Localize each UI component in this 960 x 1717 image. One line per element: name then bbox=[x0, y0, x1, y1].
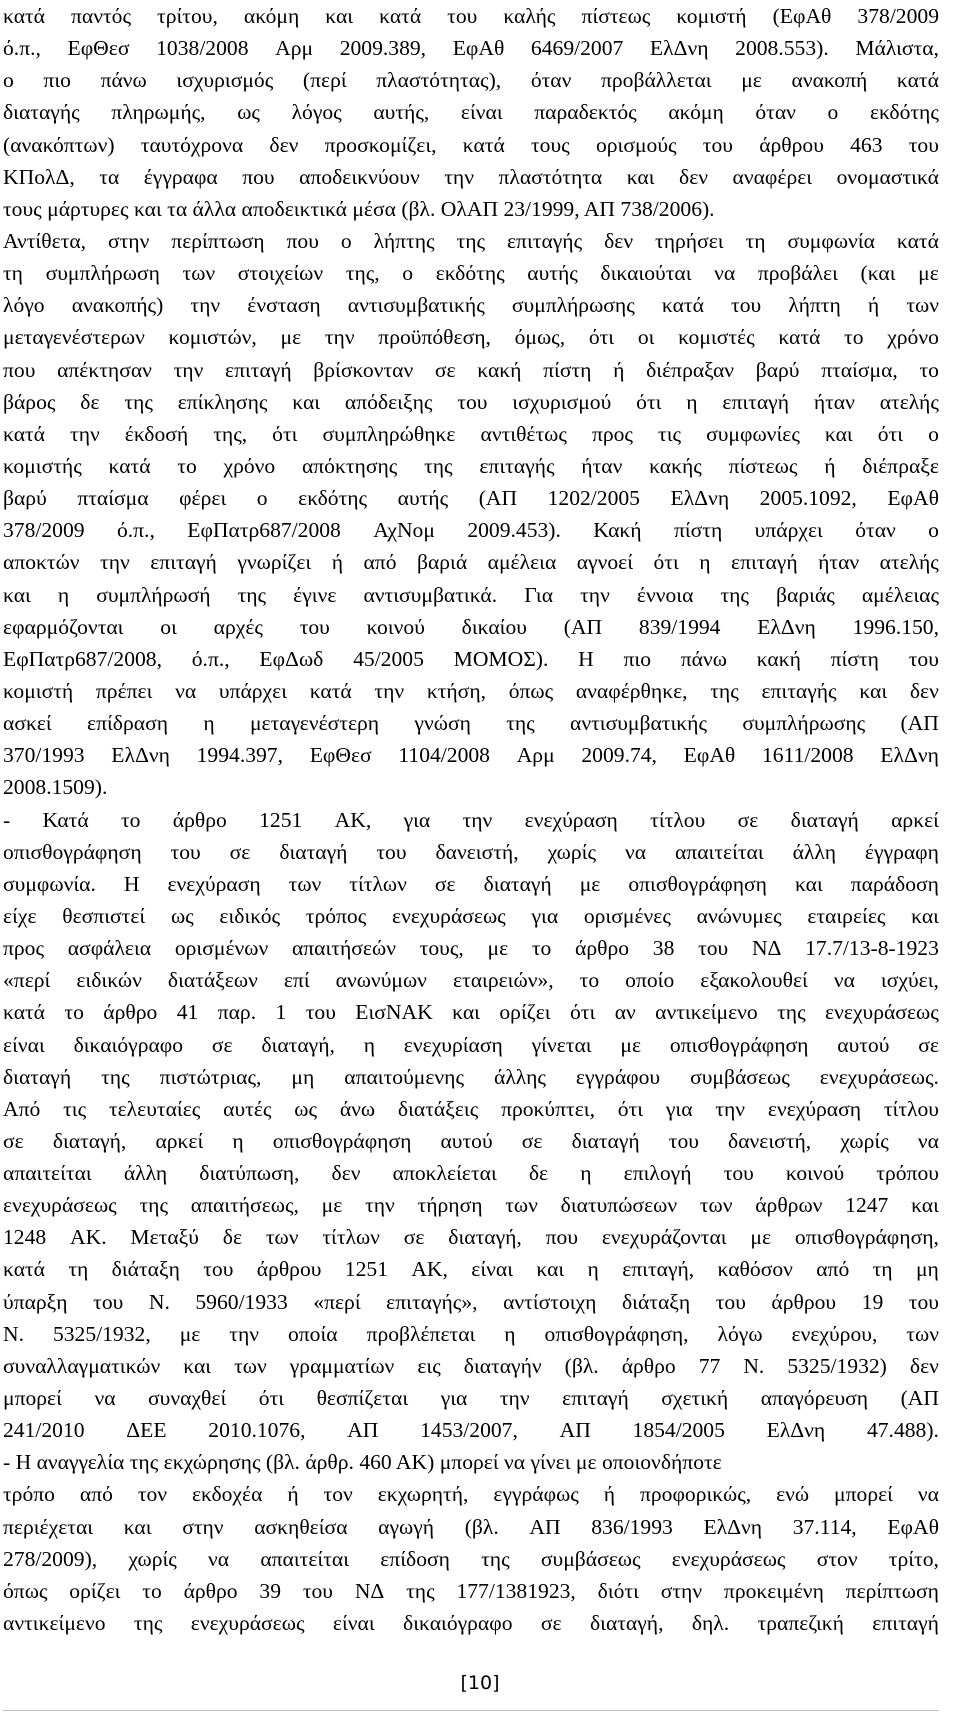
text-line: μεταγενέστερων κομιστών, με την προϋπόθεση, όμως, ότι οι κομιστές κατά το χρόνο bbox=[3, 325, 939, 350]
text-line: κατά την έκδοσή της, ότι συμπληρώθηκε αντιθέτως προς τις συμφωνίες και ότι ο bbox=[3, 421, 939, 446]
text-line: 241/2010 ΔΕΕ 2010.1076, ΑΠ 1453/2007, ΑΠ 1854/2005 ΕλΔνη 47.488). bbox=[3, 1418, 939, 1443]
text-line: τρόπο από τον εκδοχέα ή τον εκχωρητή, εγγράφως ή προφορικώς, ενώ μπορεί να bbox=[3, 1482, 939, 1507]
text-line: λόγο ανακοπής) την ένσταση αντισυμβατικής συμπλήρωσης κατά του λήπτη ή των bbox=[3, 293, 939, 318]
text-line: αντικείμενο της ενεχυράσεως είναι δικαιόγραφο σε διαταγή, δηλ. τραπεζική επιταγή bbox=[3, 1611, 939, 1636]
text-line: Αντίθετα, στην περίπτωση που ο λήπτης της επιταγής δεν τηρήσει τη συμφωνία κατά bbox=[3, 228, 939, 253]
text-line: Από τις τελευταίες αυτές ως άνω διατάξεις προκύπτει, ότι για την ενεχύραση τίτλου bbox=[3, 1096, 939, 1121]
text-line: σε διαταγή, αρκεί η οπισθογράφηση αυτού σε διαταγή του δανειστή, χωρίς να bbox=[3, 1128, 939, 1153]
text-line: βάρος δε της επίκλησης και απόδειξης του ισχυρισμού ότι η επιταγή ήταν ατελής bbox=[3, 389, 939, 414]
text-line: κατά παντός τρίτου, ακόμη και κατά του καλής πίστεως κομιστή (ΕφΑθ 378/2009 bbox=[3, 4, 939, 28]
text-line: όπως ορίζει το άρθρο 39 του ΝΔ της 177/1381923, διότι στην προκειμένη περίπτωση bbox=[3, 1578, 939, 1603]
text-line: διαταγή της πιστώτριας, μη απαιτούμενης άλλης εγγράφου συμβάσεως ενεχυράσεως. bbox=[3, 1064, 939, 1089]
text-line: προς ασφάλεια ορισμένων απαιτήσεών τους, με το άρθρο 38 του ΝΔ 17.7/13-8-1923 bbox=[3, 936, 939, 961]
text-line: τους μάρτυρες και τα άλλα αποδεικτικά μέσα (βλ. ΟλΑΠ 23/1999, ΑΠ 738/2006). bbox=[3, 196, 715, 221]
text-line: συμφωνία. Η ενεχύραση των τίτλων σε διαταγή με οπισθογράφηση και παράδοση bbox=[3, 871, 939, 896]
text-line: (ανακόπτων) ταυτόχρονα δεν προσκομίζει, κατά τους ορισμούς του άρθρου 463 του bbox=[3, 132, 939, 157]
text-line: 2008.1509). bbox=[3, 775, 108, 800]
text-line: ΕφΠατρ687/2008, ό.π., ΕφΔωδ 45/2005 ΜΟΜΟΣ). Η πιο πάνω κακή πίστη του bbox=[3, 646, 939, 671]
text-line: ύπαρξη του Ν. 5960/1933 «περί επιταγής», αντίστοιχη διάταξη του άρθρου 19 του bbox=[3, 1289, 939, 1314]
text-line: οπισθογράφηση του σε διαταγή του δανειστή, χωρίς να απαιτείται άλλη έγγραφη bbox=[3, 839, 939, 864]
text-line: βαρύ πταίσμα φέρει ο εκδότης αυτής (ΑΠ 1202/2005 ΕλΔνη 2005.1092, ΕφΑθ bbox=[3, 486, 939, 511]
text-line: τη συμπλήρωση των στοιχείων της, ο εκδότης αυτής δικαιούται να προβάλει (και με bbox=[3, 261, 939, 286]
document-body bbox=[3, 0, 939, 1639]
text-line: εφαρμόζονται οι αρχές του κοινού δικαίου (ΑΠ 839/1994 ΕλΔνη 1996.150, bbox=[3, 614, 939, 639]
text-line: απαιτείται άλλη διατύπωση, δεν αποκλείεται δε η επιλογή του κοινού τρόπου bbox=[3, 1161, 939, 1186]
text-line: κομιστή πρέπει να υπάρχει κατά την κτήση, όπως αναφέρθηκε, της επιταγής και δεν bbox=[3, 678, 939, 703]
text-line: ο πιο πάνω ισχυρισμός (περί πλαστότητας), όταν προβάλλεται με ανακοπή κατά bbox=[3, 68, 939, 93]
text-line: κατά τη διάταξη του άρθρου 1251 ΑΚ, είναι και η επιταγή, καθόσον από τη μη bbox=[3, 1257, 939, 1282]
text-line: - Κατά το άρθρο 1251 ΑΚ, για την ενεχύραση τίτλου σε διαταγή αρκεί bbox=[3, 807, 939, 832]
text-line: μπορεί να συναχθεί ότι θεσπίζεται για την επιταγή σχετική απαγόρευση (ΑΠ bbox=[3, 1386, 939, 1411]
text-line: και η συμπλήρωσή της έγινε αντισυμβατικά. Για την έννοια της βαριάς αμέλειας bbox=[3, 582, 939, 607]
text-line: περιέχεται και στην ασκηθείσα αγωγή (βλ. ΑΠ 836/1993 ΕλΔνη 37.114, ΕφΑθ bbox=[3, 1514, 939, 1539]
text-line: συναλλαγματικών και των γραμματίων εις διαταγήν (βλ. άρθρο 77 Ν. 5325/1932) δεν bbox=[3, 1353, 939, 1378]
text-line: 370/1993 ΕλΔνη 1994.397, ΕφΘεσ 1104/2008 Αρμ 2009.74, ΕφΑθ 1611/2008 ΕλΔνη bbox=[3, 743, 939, 768]
text-line: είναι δικαιόγραφο σε διαταγή, η ενεχυρίαση γίνεται με οπισθογράφηση αυτού σε bbox=[3, 1032, 939, 1057]
text-line: διαταγής πληρωμής, ως λόγος αυτής, είναι παραδεκτός ακόμη όταν ο εκδότης bbox=[3, 100, 939, 125]
text-line: είχε θεσπιστεί ως ειδικός τρόπος ενεχυράσεως για ορισμένες ανώνυμες εταιρείες και bbox=[3, 903, 939, 928]
text-line: ενεχυράσεως της απαιτήσεως, με την τήρηση των διατυπώσεων των άρθρων 1247 και bbox=[3, 1193, 939, 1218]
text-line: 278/2009), χωρίς να απαιτείται επίδοση της συμβάσεως ενεχυράσεως στον τρίτο, bbox=[3, 1546, 939, 1571]
text-line: - Η αναγγελία της εκχώρησης (βλ. άρθρ. 460 ΑΚ) μπορεί να γίνει με οποιονδήποτε bbox=[3, 1450, 722, 1475]
text-line: αποκτών την επιταγή γνωρίζει ή από βαριά αμέλεια αγνοεί ότι η επιταγή ήταν ατελής bbox=[3, 550, 939, 575]
text-line: που απέκτησαν την επιταγή βρίσκονταν σε κακή πίστη ή διέπραξαν βαρύ πταίσμα, το bbox=[3, 357, 939, 382]
text-line: ό.π., ΕφΘεσ 1038/2008 Αρμ 2009.389, ΕφΑθ 6469/2007 ΕλΔνη 2008.553). Μάλιστα, bbox=[3, 36, 939, 61]
text-line: κατά το άρθρο 41 παρ. 1 του ΕισΝΑΚ και ορίζει ότι αν αντικείμενο της ενεχυράσεως bbox=[3, 1000, 939, 1025]
text-line: «περί ειδικών διατάξεων επί ανωνύμων εταιρειών», το οποίο εξακολουθεί να ισχύει, bbox=[3, 968, 939, 993]
text-line: ασκεί επίδραση η μεταγενέστερη γνώση της αντισυμβατικής συμπλήρωσης (ΑΠ bbox=[3, 711, 939, 736]
text-line: ΚΠολΔ, τα έγγραφα που αποδεικνύουν την πλαστότητα και δεν αναφέρει ονομαστικά bbox=[3, 164, 939, 189]
footer-divider bbox=[3, 1710, 939, 1711]
text-line: 378/2009 ό.π., ΕφΠατρ687/2008 ΑχΝομ 2009.453). Κακή πίστη υπάρχει όταν ο bbox=[3, 518, 939, 543]
text-line: Ν. 5325/1932, με την οποία προβλέπεται η οπισθογράφηση, λόγω ενεχύρου, των bbox=[3, 1321, 939, 1346]
text-line: κομιστής κατά το χρόνο απόκτησης της επιταγής ήταν κακής πίστεως ή διέπραξε bbox=[3, 453, 939, 478]
text-line: 1248 ΑΚ. Μεταξύ δε των τίτλων σε διαταγή, που ενεχυράζονται με οπισθογράφηση, bbox=[3, 1225, 939, 1250]
page-number: [10] bbox=[460, 1672, 500, 1694]
